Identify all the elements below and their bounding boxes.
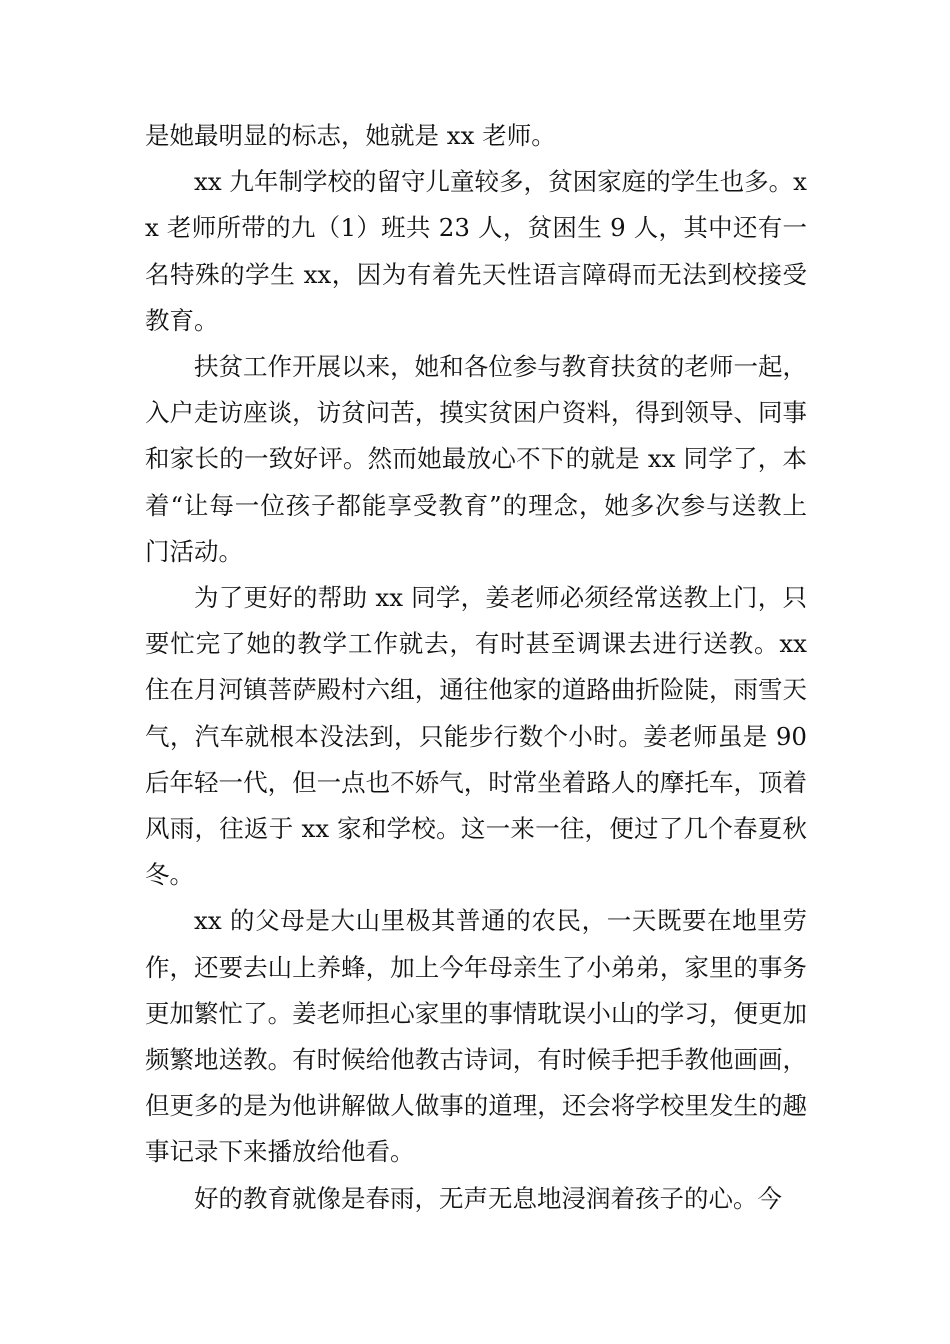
paragraph-4: 为了更好的帮助 xx 同学，姜老师必须经常送教上门，只要忙完了她的教学工作就去，有时甚至调课去进行送教。xx 住在月河镇菩萨殿村六组，通往他家的道路曲折险陡，雨雪天气，汽车就根本没法到，只能步行数个小时。姜老师虽是 90 后年轻一代，但一点也不娇气，时常坐着路人的摩托车，顶着风雨，往返于 xx 家和学校。这一来一往，便过了几个春夏秋冬。 [145, 583, 807, 890]
document-body [145, 113, 807, 1222]
paragraph-2: xx 九年制学校的留守儿童较多，贫困家庭的学生也多。xx 老师所带的九（1）班共 23 人，贫困生 9 人，其中还有一名特殊的学生 xx，因为有着先天性语言障碍而无法到校接受教育。 [145, 167, 807, 335]
paragraph-6: 好的教育就像是春雨，无声无息地浸润着孩子的心。今 [194, 1183, 782, 1213]
paragraph-5: xx 的父母是大山里极其普通的农民，一天既要在地里劳作，还要去山上养蜂，加上今年母亲生了小弟弟，家里的事务更加繁忙了。姜老师担心家里的事情耽误小山的学习，便更加频繁地送教。有时候给他教古诗词，有时候手把手教他画画，但更多的是为他讲解做人做事的道理，还会将学校里发生的趣事记录下来播放给他看。 [145, 906, 807, 1167]
paragraph-1: 是她最明显的标志，她就是 xx 老师。 [145, 121, 556, 150]
paragraph-3: 扶贫工作开展以来，她和各位参与教育扶贫的老师一起，入户走访座谈，访贫问苦，摸实贫困户资料，得到领导、同事和家长的一致好评。然而她最放心不下的就是 xx 同学了，本着“让每一位孩子都能享受教育”的理念，她多次参与送教上门活动。 [145, 352, 807, 566]
